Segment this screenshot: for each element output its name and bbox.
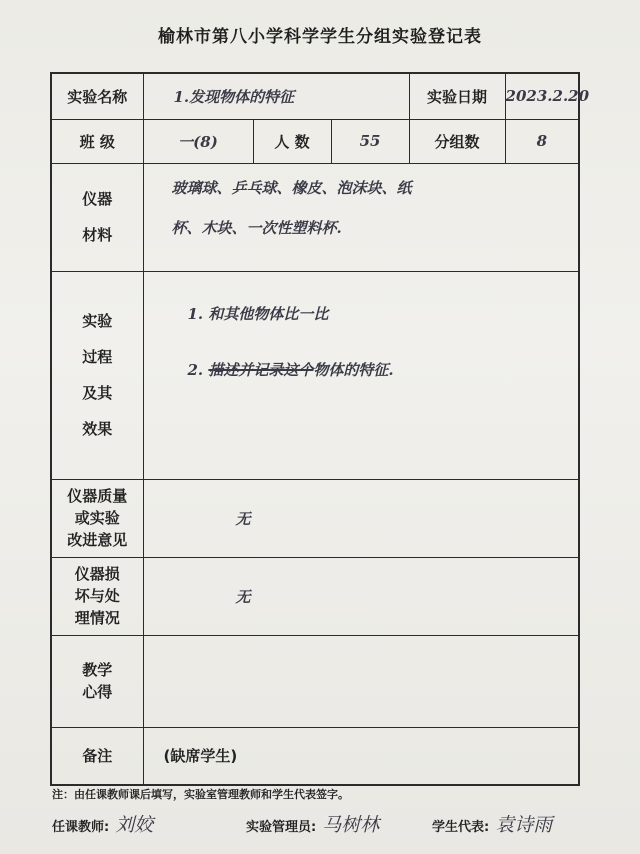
process-step2-struck: 描述并记录这个 (208, 360, 314, 379)
process-label-line2: 过程 (82, 348, 113, 366)
process-label-line3: 及其 (82, 384, 113, 402)
row-damage (51, 557, 579, 635)
materials-label (51, 163, 143, 271)
quality-label-line2: 或实验 (74, 509, 120, 527)
manager-name: 马树林 (322, 814, 380, 836)
quality-value: 无 (143, 479, 579, 557)
materials-value (143, 163, 579, 271)
row-materials (51, 163, 579, 271)
process-value (143, 271, 579, 479)
teacher-signature (52, 810, 153, 837)
damage-value: 无 (143, 557, 579, 635)
row-class-info (51, 119, 579, 163)
student-signature (432, 810, 552, 837)
process-step2-rest: 物体的特征. (313, 360, 394, 379)
experiment-name-value: 1.发现物体的特征 (143, 73, 409, 119)
student-count-value: 55 (331, 119, 409, 163)
experiment-date-value: 2023.2.20 (505, 73, 579, 119)
damage-label-line3: 理情况 (74, 609, 120, 627)
row-experiment-name (51, 73, 579, 119)
process-label (51, 271, 143, 479)
quality-label-line3: 改进意见 (67, 531, 128, 549)
manager-label: 实验管理员: (246, 820, 317, 835)
student-count-label: 人 数 (253, 119, 331, 163)
quality-label-line1: 仪器质量 (67, 487, 128, 505)
row-process (51, 271, 579, 479)
group-count-value: 8 (505, 119, 579, 163)
teacher-name: 刘姣 (115, 814, 154, 836)
process-label-line4: 效果 (82, 420, 113, 438)
process-step2 (188, 342, 567, 398)
reflection-label-line1: 教学 (82, 661, 113, 679)
process-step2-prefix: 2. (187, 360, 209, 379)
damage-label-line2: 坏与处 (74, 587, 120, 605)
materials-label-line1: 仪器 (82, 190, 113, 208)
process-step1: 1. 和其他物体比一比 (187, 304, 329, 323)
process-label-line1: 实验 (82, 312, 113, 330)
damage-label (51, 557, 143, 635)
quality-label (51, 479, 143, 557)
class-value: 一(8) (143, 119, 253, 163)
reflection-value (143, 635, 579, 727)
class-label: 班 级 (51, 119, 143, 163)
form-title: 榆林市第八小学科学学生分组实验登记表 (158, 27, 482, 47)
materials-line1: 玻璃球、乒乓球、橡皮、泡沫块、纸 (171, 178, 412, 197)
row-reflection (51, 635, 579, 727)
remarks-label: 备注 (51, 727, 143, 785)
form-footnote: 注：由任课教师课后填写，实验室管理教师和学生代表签字。 (52, 788, 349, 801)
damage-label-line1: 仪器损 (74, 565, 120, 583)
manager-signature (246, 810, 379, 837)
materials-label-line2: 材料 (82, 226, 113, 244)
row-remarks (51, 727, 579, 785)
student-name: 袁诗雨 (495, 814, 553, 836)
teacher-label: 任课教师: (52, 820, 110, 835)
registration-table (50, 72, 590, 786)
reflection-label (51, 635, 143, 727)
remarks-value: (缺席学生) (143, 727, 579, 785)
group-count-label: 分组数 (409, 119, 505, 163)
student-label: 学生代表: (432, 820, 490, 835)
row-quality (51, 479, 579, 557)
materials-line2: 杯、木块、一次性塑料杯. (171, 218, 342, 237)
reflection-label-line2: 心得 (82, 683, 113, 701)
experiment-name-label: 实验名称 (51, 73, 143, 119)
experiment-date-label: 实验日期 (409, 73, 505, 119)
